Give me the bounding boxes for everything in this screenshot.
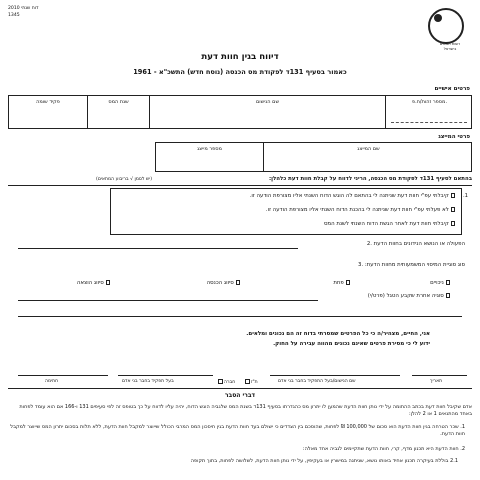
form-code: 1345 bbox=[8, 13, 20, 18]
field-id-number[interactable]: מספר זהות/ח.פ. bbox=[385, 96, 473, 128]
item3-option-expense-class[interactable] bbox=[77, 280, 110, 286]
checkbox[interactable] bbox=[245, 379, 250, 384]
taxpayer-line[interactable] bbox=[270, 375, 400, 376]
declaration-line-2: ידוע לי כי מסירת פרטים שאינם נכונים מהווה עבירה על החוק. bbox=[273, 341, 430, 347]
item1-option-1-label: קיבלתי עפ"י חוות דעת שניתנה לי בהתאם לה הוגש הדוח השנתי אליו מצורפת הודעה זו. bbox=[249, 193, 449, 199]
checkbox[interactable] bbox=[236, 280, 241, 285]
representative-table bbox=[155, 142, 472, 172]
item1-option-2[interactable] bbox=[266, 207, 455, 213]
role-caption: בעל תפקיד בחבר בני אדם bbox=[122, 379, 174, 384]
field-rep-number[interactable]: מספר מייצג bbox=[197, 146, 222, 152]
id-caption: ת"ז bbox=[250, 379, 258, 385]
role-line[interactable] bbox=[118, 375, 213, 376]
explanation-divider bbox=[8, 388, 472, 389]
checkbox[interactable] bbox=[451, 207, 456, 212]
page-title: דיווח בגין חוות דעת bbox=[201, 52, 279, 62]
signature-line[interactable] bbox=[18, 375, 108, 376]
company-option[interactable] bbox=[245, 379, 258, 385]
item3-option-label: פחת bbox=[333, 280, 344, 286]
signature-caption: חתימה bbox=[45, 379, 59, 384]
company-caption: חברה bbox=[223, 379, 236, 385]
personal-section-label: פרטים אישיים bbox=[434, 86, 470, 92]
logo-dot-icon bbox=[434, 14, 442, 22]
logo-text: רשות המסים בישראל bbox=[439, 41, 461, 52]
checkbox[interactable] bbox=[106, 280, 111, 285]
item-3: סוג סוגיית המיסוי המשמעותית מחוות הדעת: .3 bbox=[358, 262, 465, 268]
checkbox[interactable] bbox=[451, 221, 456, 226]
item3-other-label: סוגיה אחרת שקבע הטגל (פרט/י) bbox=[367, 293, 444, 299]
item2-answer-line[interactable] bbox=[18, 248, 298, 249]
statement-divider bbox=[8, 185, 472, 186]
checkbox[interactable] bbox=[218, 379, 223, 384]
checkbox[interactable] bbox=[446, 293, 451, 298]
item3-other-line[interactable] bbox=[18, 300, 318, 301]
explanation-heading: דברי הסבר bbox=[224, 392, 256, 399]
statement-note: (יש לסמן √ בריבוע המתאים) bbox=[96, 177, 152, 182]
item3-option-other[interactable] bbox=[368, 293, 450, 299]
page-subtitle: כאמור בסעיף 131ד לפקודת מס הכנסה (נוסח חדש) התשכ"א - 1961 bbox=[133, 68, 347, 76]
explanation-item-2: 2. חוות הדעת היא תכנון מדף, קרי, חוות הדעת שתקיימים לגביה אחד מאלה: bbox=[302, 446, 465, 452]
field-taxpayer-name[interactable]: שם הנישום bbox=[149, 96, 385, 128]
item3-option-label: סיווג הכנסה bbox=[206, 280, 234, 286]
item3-option-label: ניכויים bbox=[430, 280, 444, 286]
explanation-item-2-1: 2.1 בוללת בעיקרה תכנון אחיד באותו נושא, שניתנה במישרין או בעקיפין, על ידי נותן חוות הדעת, לשלושה לפחות, בתוך תקופה bbox=[190, 458, 458, 464]
item3-option-label: סיווג הוצאה bbox=[76, 280, 104, 286]
item1-option-3[interactable] bbox=[324, 221, 455, 227]
checkbox[interactable] bbox=[346, 280, 351, 285]
other-option[interactable] bbox=[218, 379, 235, 385]
item3-option-income-class[interactable] bbox=[207, 280, 240, 286]
explanation-paragraph: אדם שקיבל חוות דעת בכתב ההתומה על ידי נותן חוות הדעת שהמען לו יתרון מס כהגדרתו בסעיף 131ד בשנת המס שלגביה הוגש הדוח, יהיה עליו לדווח על כך בטופס זה לפי סעיפים 131 ו-166 אם הוא עומד לפחות באחד מהתנאים 1 או 2 להלן: bbox=[19, 404, 472, 418]
date-caption: תאריך bbox=[430, 379, 443, 384]
declaration-line-1: אני, החיים, מצהיר/ה כי כל הפרטים שמסרתי בדוח זה הם נכונים ומלאים. bbox=[246, 331, 430, 337]
checkbox[interactable] bbox=[446, 280, 451, 285]
item3-label: סוג סוגיית המיסוי המשמעותית מחוות הדעת: bbox=[364, 262, 465, 268]
field-tax-year[interactable]: שנת המס bbox=[87, 96, 149, 128]
item-1-number: .1 bbox=[463, 193, 469, 199]
item1-option-3-label: קיבלתי חוות דעת לאחר הגשת הדוח השנתי לשנת המס bbox=[323, 221, 449, 227]
item2-label: הפעולה או הנושא הנידונים בחוות הדעת bbox=[373, 241, 465, 247]
representative-section-label: פרטי המייצג bbox=[438, 134, 470, 140]
id-digit-guides bbox=[391, 122, 467, 123]
field-rep-name[interactable]: שם המייצג bbox=[263, 143, 473, 171]
explanation-item-1: 1. שכר הטרחה בגין חוות הדעת הוא סכום של 100,000 ₪ לפחות, שהוסכם בין הצדדים כי ישולם בעד חוות הדעת בגין חיסכון המס המרבי הכולל שייוצר למקבל חוות הדעת, ללא תלות בסכום יתרון המס שייוצר למקבל חוות הדעת. bbox=[10, 424, 465, 438]
item3-option-depreciation[interactable] bbox=[333, 280, 350, 286]
logo-seal bbox=[428, 8, 464, 44]
item3-extra-line[interactable] bbox=[18, 316, 462, 317]
item1-option-1[interactable] bbox=[250, 193, 455, 199]
item-2: הפעולה או הנושא הנידונים בחוות הדעת .2 bbox=[366, 241, 465, 247]
statement-heading: בהתאם לסעיף 131ד לפקודת מס הכנסה, הריני לדווח על קבלת חוות דעת כלהלן: bbox=[269, 176, 472, 182]
field-tax-office[interactable]: פקיד שומה bbox=[36, 99, 60, 105]
item1-option-2-label: לא פעלתי עפ"י חוות דעת שניתנה לי בהכנת הדוח השנתי אליו מצורפת הודעה זו. bbox=[265, 207, 449, 213]
item3-option-deductions[interactable] bbox=[430, 280, 450, 286]
form-year-label: דוח שנתי 2010 bbox=[8, 6, 39, 11]
checkbox[interactable] bbox=[451, 193, 456, 198]
date-line[interactable] bbox=[412, 375, 467, 376]
personal-details-table bbox=[8, 95, 472, 129]
taxpayer-caption: שם הנישום/בעל התפקיד בחבר בני אדם bbox=[278, 379, 356, 384]
